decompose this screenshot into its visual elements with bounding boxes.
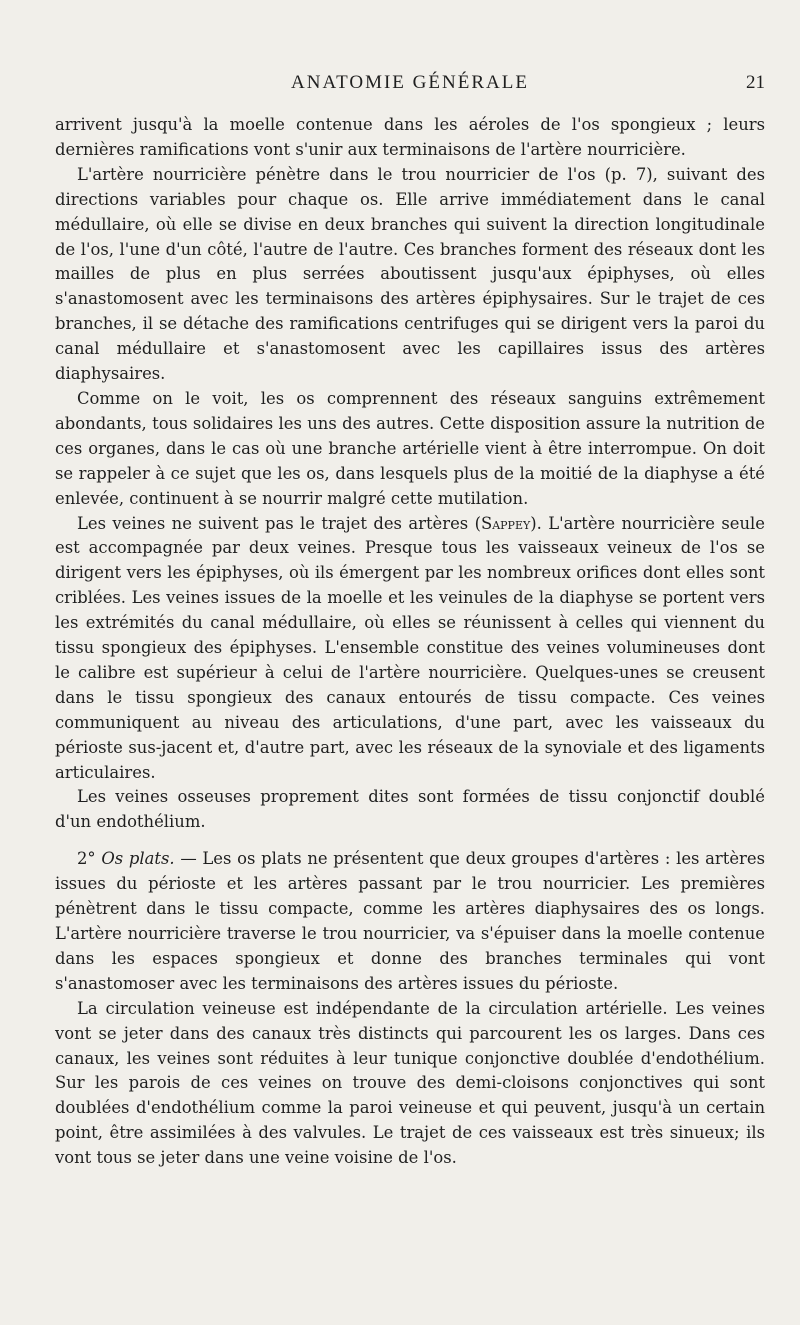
paragraph-2: L'artère nourricière pénètre dans le trou nourricier de l'os (p. 7), suivant des directions variables pour chaque os. Elle arrive immédiatement dans le canal médullaire, où elle se divise en deux branches qui suivent la direction longitudinale de l'os, l'une d'un côté, l'autre de l'autre. Ces branches forment des réseaux dont les mailles de plus en plus serrées aboutissent jusqu'aux épiphyses, où elles s'anastomosent avec les terminaisons des artères épiphysaires. Sur le trajet de ces branches, il se détache des ramifications centrifuges qui se dirigent vers la paroi du canal médullaire et s'anastomosent avec les capillaires issus des artères diaphysaires. — [55, 164, 765, 384]
paragraph-4-text-a: Les veines ne suivent pas le trajet des artères ( — [77, 513, 481, 533]
section-os-plats — [55, 847, 765, 996]
paragraph-4-text-b: ). L'artère nourricière seule est accompagnée par deux veines. Presque tous les vaisseaux veineux de l'os se dirigent vers les épiphyses, où ils émergent par les nombreux orifices dont elles sont criblées. Les veines issues de la moelle et les veinules de la diaphyse se portent vers les extrémités du canal médullaire, où elles se réunissent à celles qui viennent du tissu spongieux des épiphyses. L'ensemble constitue des veines volumineuses dont le calibre est supérieur à celui de l'artère nourricière. Quelques-unes se creusent dans le tissu spongieux des canaux entourés de tissu compacte. Ces veines communiquent au niveau des articulations, d'une part, avec les vaisseaux du périoste sus-jacent et, d'autre part, avec les réseaux de la synoviale et des ligaments articulaires. — [55, 513, 766, 782]
paragraph-1: arrivent jusqu'à la moelle contenue dans les aéroles de l'os spongieux ; leurs dernières ramifications vont s'unir aux terminaisons de l'artère nourricière. — [55, 115, 765, 159]
section-heading: Os plats. — [101, 849, 175, 869]
paragraph-4 — [55, 512, 765, 786]
page-number: 21 — [746, 72, 765, 93]
section-number: 2° — [77, 849, 96, 869]
running-title: ANATOMIE GÉNÉRALE — [291, 72, 529, 93]
body-text — [55, 113, 765, 1171]
page-header — [55, 72, 765, 102]
paragraph-3: Comme on le voit, les os comprennent des réseaux sanguins extrêmement abondants, tous solidaires les uns des autres. Cette disposition assure la nutrition de ces organes, dans le cas où une branche artérielle vient à être interrompue. On doit se rappeler à ce sujet que les os, dans lesquels plus de la moitié de la diaphyse a été enlevée, continuent à se nourrir malgré cette mutilation. — [55, 388, 765, 508]
paragraph-7: La circulation veineuse est indépendante de la circulation artérielle. Les veines vont se jeter dans des canaux très distincts qui parcourent les os larges. Dans ces canaux, les veines sont réduites à leur tunique conjonctive doublée d'endothélium. Sur les parois de ces veines on trouve des demi-cloisons conjonctives qui sont doublées d'endothélium comme la paroi veineuse et qui peuvent, jusqu'à un certain point, être assimilées à des valvules. Le trajet de ces vaisseaux est très sinueux; ils vont tous se jeter dans une veine voisine de l'os. — [55, 998, 765, 1168]
author-reference: Sappey — [480, 513, 531, 533]
paragraph-5: Les veines osseuses proprement dites sont formées de tissu conjonctif doublé d'un endothélium. — [55, 787, 765, 832]
section-text: — Les os plats ne présentent que deux groupes d'artères : les artères issues du périoste et les artères passant par le trou nourricier. Les premières pénètrent dans le tissu compacte, comme les artères diaphysaires des os longs. L'artère nourricière traverse le trou nourricier, va s'épuiser dans la moelle contenue dans les espaces spongieux et donne des branches terminales qui vont s'anastomoser avec les terminaisons des artères issues du périoste. — [55, 849, 766, 993]
